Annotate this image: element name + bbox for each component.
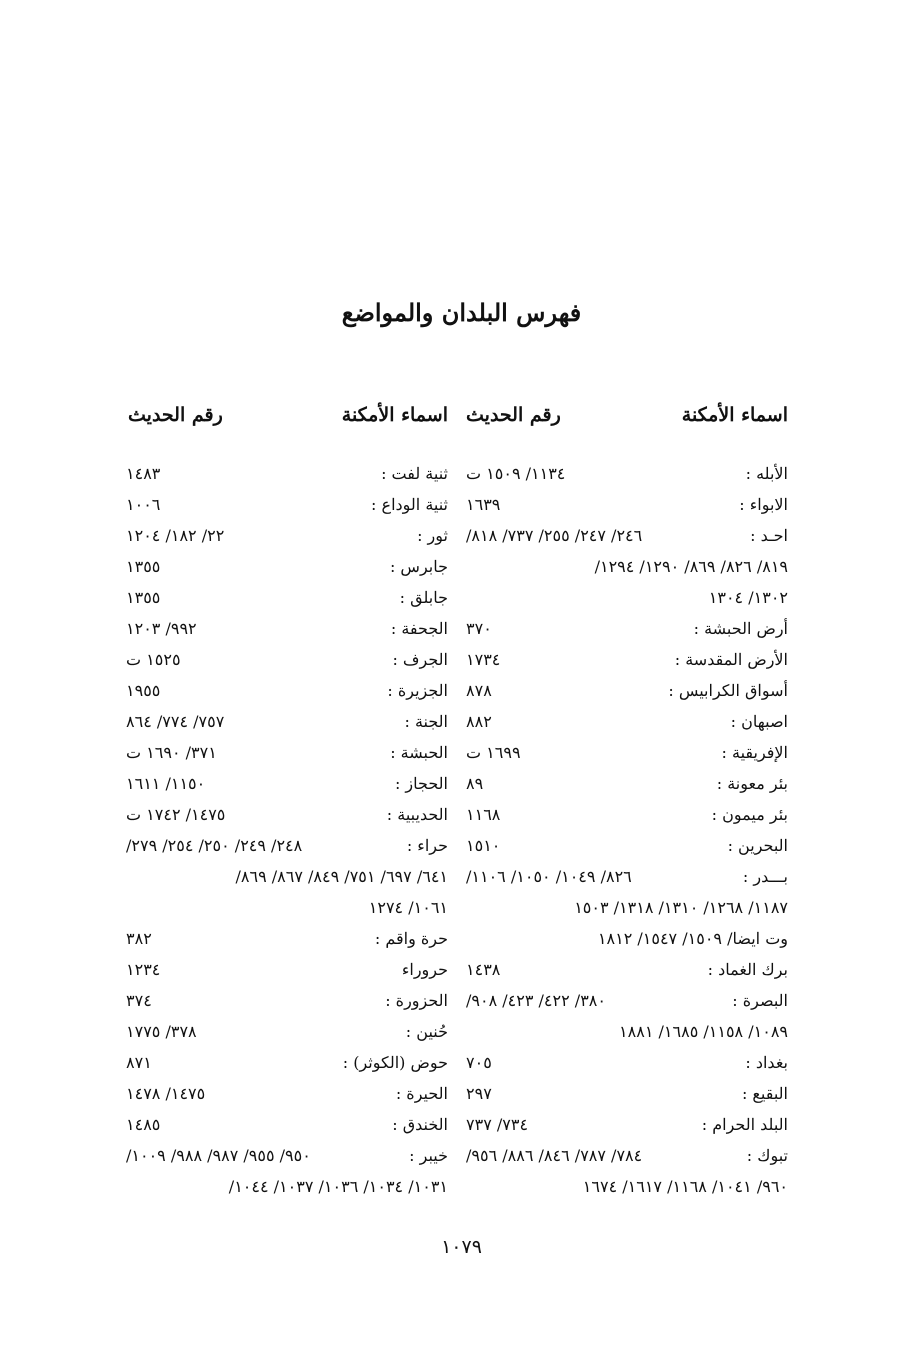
place-name: بـــدر : — [742, 867, 788, 886]
place-name: الجزيرة : — [387, 681, 448, 700]
index-entry — [466, 706, 788, 737]
hadith-numbers: ٦٤١/ ٦٩٧/ ٧٥١/ ٨٤٩/ ٨٦٧/ ٨٦٩/ — [235, 867, 448, 886]
index-entry — [466, 1047, 788, 1078]
hadith-numbers: ٨١٩/ ٨٢٦/ ٨٦٩/ ١٢٩٠/ ١٢٩٤/ — [594, 557, 788, 576]
index-entry — [466, 675, 788, 706]
index-entry — [126, 675, 448, 706]
hadith-numbers: ١٤٨٥ — [126, 1115, 161, 1134]
index-entry — [126, 768, 448, 799]
index-entry — [466, 737, 788, 768]
hadith-numbers: ١٣٥٥ — [126, 557, 161, 576]
place-name: الجحفة : — [390, 619, 448, 638]
hadith-numbers: ١٤٧٥/ ١٤٧٨ — [126, 1084, 206, 1103]
place-name: الحبشة : — [390, 743, 448, 762]
index-entry — [466, 582, 788, 613]
hadith-numbers: ١٠٠٦ — [126, 495, 161, 514]
index-entry — [126, 1047, 448, 1078]
hadith-numbers: ٨٧١ — [126, 1053, 152, 1072]
hadith-numbers: ١٠٣١/ ١٠٣٤/ ١٠٣٦/ ١٠٣٧/ ١٠٤٤/ — [228, 1177, 448, 1196]
hadith-numbers: ٩٥٠/ ٩٥٥/ ٩٨٧/ ٩٨٨/ ١٠٠٩/ — [126, 1146, 311, 1165]
place-name: الخندق : — [392, 1115, 448, 1134]
index-entry — [126, 799, 448, 830]
index-entry — [466, 799, 788, 830]
index-entry — [126, 551, 448, 582]
place-name: جابلق : — [399, 588, 448, 607]
index-entry — [466, 892, 788, 923]
hadith-numbers: ١٥٢٥ ت — [126, 650, 181, 669]
place-name: ثور : — [417, 526, 448, 545]
index-entry — [466, 1140, 788, 1171]
index-entry — [466, 1109, 788, 1140]
hadith-numbers: ١١٥٠/ ١٦١١ — [126, 774, 206, 793]
index-entry — [466, 923, 788, 954]
place-name: الأبله : — [745, 464, 788, 483]
index-entry — [126, 861, 448, 892]
index-entry — [466, 520, 788, 551]
index-entry — [466, 768, 788, 799]
hadith-numbers: ٧٣٤/ ٧٣٧ — [466, 1115, 529, 1134]
hadith-numbers: ١٣٥٥ — [126, 588, 161, 607]
place-name: البقيع : — [741, 1084, 788, 1103]
place-name: اصبهان : — [730, 712, 788, 731]
index-entry — [126, 644, 448, 675]
index-entry — [126, 1171, 448, 1202]
index-entry — [126, 489, 448, 520]
hadith-numbers: ١٣٠٢/ ١٣٠٤ — [708, 588, 788, 607]
index-entry — [126, 458, 448, 489]
place-name: حرة واقم : — [374, 929, 448, 948]
left-index-column — [126, 458, 448, 1208]
index-entry — [126, 1140, 448, 1171]
index-entry — [126, 582, 448, 613]
place-name: الجرف : — [392, 650, 448, 669]
hadith-numbers: ٨٨٢ — [466, 712, 492, 731]
hadith-numbers: ١٦٣٩ — [466, 495, 501, 514]
place-name: الحجاز : — [394, 774, 448, 793]
page-number: ١٠٧٩ — [441, 1236, 482, 1258]
index-entry — [126, 830, 448, 861]
index-entry — [126, 923, 448, 954]
index-entry — [466, 830, 788, 861]
hadith-numbers: ٣٧٠ — [466, 619, 492, 638]
place-name: بغداد : — [745, 1053, 788, 1072]
place-name: أسواق الكرابيس : — [668, 681, 788, 700]
index-entry — [466, 1171, 788, 1202]
hadith-numbers: ٣٨٢ — [126, 929, 152, 948]
place-name: الحزورة : — [385, 991, 448, 1010]
hadith-numbers: وت ايضا/ ١٥٠٩/ ١٥٤٧/ ١٨١٢ — [597, 929, 788, 948]
hadith-numbers: ١٢٣٤ — [126, 960, 161, 979]
index-entry — [466, 985, 788, 1016]
hadith-numbers: ١٤٧٥/ ١٧٤٢ ت — [126, 805, 226, 824]
index-entry — [466, 861, 788, 892]
place-name: ثنية الوداع : — [371, 495, 448, 514]
hadith-numbers: ١٠٦١/ ١٢٧٤ — [368, 898, 448, 917]
place-name: أرض الحبشة : — [693, 619, 788, 638]
hadith-numbers: ٩٩٢/ ١٢٠٣ — [126, 619, 197, 638]
index-entry — [466, 489, 788, 520]
hadith-numbers: ٩٦٠/ ١٠٤١/ ١١٦٨/ ١٦١٧/ ١٦٧٤ — [582, 1177, 788, 1196]
left-numbers-header: رقم الحديث — [128, 404, 223, 426]
place-name: بئر معونة : — [716, 774, 788, 793]
hadith-numbers: ٢٤٦/ ٢٤٧/ ٢٥٥/ ٧٣٧/ ٨١٨/ — [466, 526, 643, 545]
hadith-numbers: ١٧٣٤ — [466, 650, 501, 669]
index-entry — [126, 1078, 448, 1109]
place-name: برك الغماد : — [707, 960, 788, 979]
hadith-numbers: ٨٩ — [466, 774, 484, 793]
place-name: احـد : — [750, 526, 788, 545]
index-entry — [126, 706, 448, 737]
hadith-numbers: ١١٣٤/ ١٥٠٩ ت — [466, 464, 566, 483]
index-entry — [126, 520, 448, 551]
hadith-numbers: ٢٤٨/ ٢٤٩/ ٢٥٠/ ٢٥٤/ ٢٧٩/ — [126, 836, 303, 855]
place-name: الأرض المقدسة : — [674, 650, 788, 669]
place-name: حُنين : — [405, 1022, 448, 1041]
hadith-numbers: ١٤٣٨ — [466, 960, 501, 979]
place-name: حروراء — [401, 960, 448, 979]
hadith-numbers: ١٥١٠ — [466, 836, 501, 855]
hadith-numbers: ١١٨٧/ ١٢٦٨/ ١٣١٠/ ١٣١٨/ ١٥٠٣ — [574, 898, 788, 917]
hadith-numbers: ١٩٥٥ — [126, 681, 161, 700]
hadith-numbers: ٣٧٨/ ١٧٧٥ — [126, 1022, 197, 1041]
hadith-numbers: ١١٦٨ — [466, 805, 501, 824]
index-entry — [126, 954, 448, 985]
index-entry — [466, 1078, 788, 1109]
index-entry — [466, 644, 788, 675]
hadith-numbers: ٨٧٨ — [466, 681, 492, 700]
hadith-numbers: ٣٧٤ — [126, 991, 152, 1010]
hadith-numbers: ٧٥٧/ ٧٧٤/ ٨٦٤ — [126, 712, 225, 731]
hadith-numbers: ٣٧١/ ١٦٩٠ ت — [126, 743, 217, 762]
index-entry — [126, 613, 448, 644]
place-name: الابواء : — [739, 495, 788, 514]
index-entry — [126, 985, 448, 1016]
hadith-numbers: ١٠٨٩/ ١١٥٨/ ١٦٨٥/ ١٨٨١ — [619, 1022, 788, 1041]
index-entry — [126, 1109, 448, 1140]
index-entry — [126, 892, 448, 923]
index-entry — [466, 613, 788, 644]
place-name: جابرس : — [389, 557, 448, 576]
index-entry — [466, 954, 788, 985]
place-name: الحديبية : — [386, 805, 448, 824]
place-name: البصرة : — [732, 991, 788, 1010]
place-name: الجنة : — [404, 712, 448, 731]
place-name: حوض (الكوثر) : — [342, 1053, 448, 1072]
hadith-numbers: ٨٢٦/ ١٠٤٩/ ١٠٥٠/ ١١٠٦/ — [466, 867, 632, 886]
place-name: الإفريقية : — [721, 743, 788, 762]
hadith-numbers: ٢٩٧ — [466, 1084, 492, 1103]
index-entry — [466, 1016, 788, 1047]
hadith-numbers: ٧٠٥ — [466, 1053, 492, 1072]
place-name: حراء : — [406, 836, 448, 855]
hadith-numbers: ٧٨٤/ ٧٨٧/ ٨٤٦/ ٨٨٦/ ٩٥٦/ — [466, 1146, 643, 1165]
left-places-header: اسماء الأمكنة — [341, 404, 448, 426]
place-name: البلد الحرام : — [701, 1115, 788, 1134]
hadith-numbers: ٢٢/ ١٨٢/ ١٢٠٤ — [126, 526, 225, 545]
index-entry — [466, 551, 788, 582]
hadith-numbers: ١٤٨٣ — [126, 464, 161, 483]
index-entry — [126, 737, 448, 768]
right-places-header: اسماء الأمكنة — [681, 404, 788, 426]
place-name: البحرين : — [727, 836, 788, 855]
right-numbers-header: رقم الحديث — [466, 404, 561, 426]
place-name: ثنية لفت : — [381, 464, 448, 483]
index-entry — [466, 458, 788, 489]
page-title: فهرس البلدان والمواضع — [341, 298, 582, 327]
place-name: الحيرة : — [395, 1084, 448, 1103]
index-entry — [126, 1016, 448, 1047]
hadith-numbers: ٣٨٠/ ٤٢٢/ ٤٢٣/ ٩٠٨/ — [466, 991, 606, 1010]
hadith-numbers: ١٦٩٩ ت — [466, 743, 521, 762]
place-name: خيبر : — [409, 1146, 448, 1165]
place-name: بئر ميمون : — [711, 805, 788, 824]
place-name: تبوك : — [746, 1146, 788, 1165]
right-index-column — [466, 458, 788, 1208]
